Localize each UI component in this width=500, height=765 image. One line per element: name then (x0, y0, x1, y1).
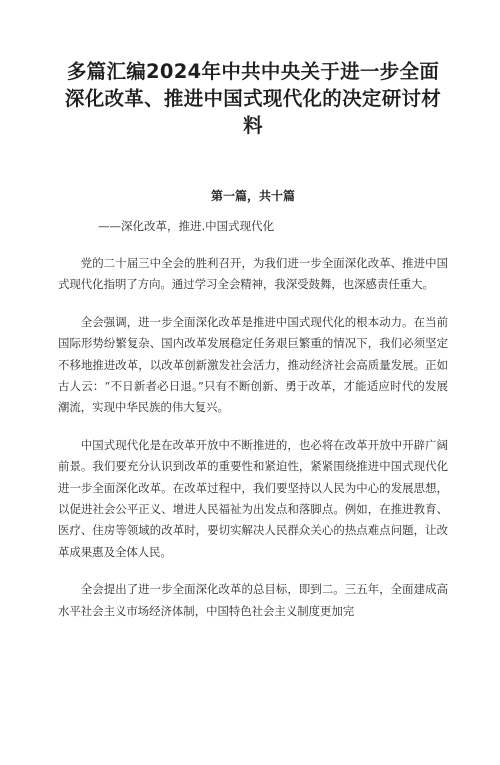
paragraph-2: 全会强调，进一步全面深化改革是推进中国式现代化的根本动力。在当前国际形势纷繁复杂、国内改革发展稳定任务艰巨繁重的情况下，我们必须坚定不移地推进改革，以改革创新激发社会活力，推动经济社会高质量发展。正如古人云：“不日新者必日退。”只有不断创新、勇于改革，才能适应时代的发展潮流，实现中华民族的伟大复兴。 (58, 314, 448, 415)
paragraph-1: 党的二十届三中全会的胜利召开，为我们进一步全面深化改革、推进中国式现代化指明了方向。通过学习全会精神，我深受鼓舞，也深感责任重大。 (58, 256, 448, 292)
paragraph-3: 中国式现代化是在改革开放中不断推进的，也必将在改革开放中开辟广阔前景。我们要充分认识到改革的重要性和紧迫性，紧紧围绕推进中国式现代化进一步全面深化改革。在改革过程中，我们要坚持以人民为中心的发展思想，以促进社会公平正义、增进人民福祉为出发点和落脚点。例如，在推进教育、医疗、住房等领域的改革时，要切实解决人民群众关心的热点难点问题，让改革成果惠及全体人民。 (58, 437, 448, 559)
document-title: 多篇汇编2024年中共中央关于进一步全面深化改革、推进中国式现代化的决定研讨材料 (64, 60, 442, 137)
section-heading: 第一篇，共十篇 (210, 189, 295, 203)
document-page (0, 58, 500, 765)
byline: ——深化改革，推进.中国式现代化 (98, 219, 275, 233)
paragraph-4: 全会提出了进一步全面深化改革的总目标，即到二。三五年，全面建成高水平社会主义市场经济体制，中国特色社会主义制度更加完 (58, 582, 448, 618)
